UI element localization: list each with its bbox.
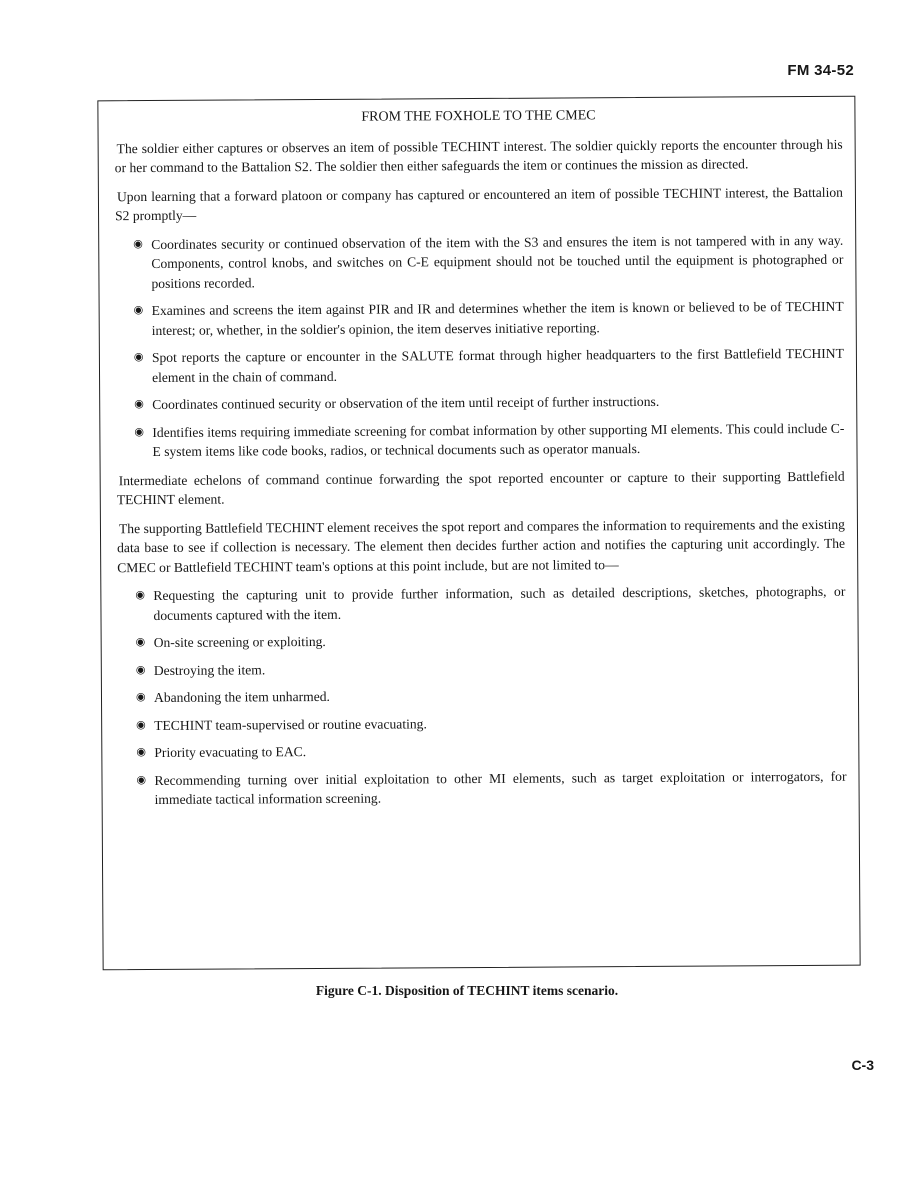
bullet-icon: ◉	[134, 425, 145, 438]
bullet-icon: ◉	[134, 398, 144, 411]
paragraph-2: Upon learning that a forward platoon or company has captured or encountered an item of possible TECHINT interest, the Battalion S2 promptly—	[115, 184, 843, 224]
list-item: ◉ On-site screening or exploiting.	[134, 629, 846, 653]
bullet-icon: ◉	[136, 718, 146, 731]
figure-box	[97, 96, 860, 971]
list-item: ◉ Coordinates continued security or observation of the item until receipt of further instructions.	[132, 391, 844, 415]
page-number: C-3	[851, 1057, 874, 1073]
paragraph-3: Intermediate echelons of command continue forwarding the spot reported encounter or capture to their supporting Battlefield TECHINT element.	[116, 468, 845, 508]
list-item: ◉ Coordinates security or continued observation of the item with the S3 and ensures the item is not tampered with in any way. Components, control knobs, and switches on C-E equipment should not be touched until the equipment is photographed or positions recorded.	[133, 232, 844, 291]
bullet-icon: ◉	[135, 691, 146, 704]
list-item: ◉ Spot reports the capture or encounter in the SALUTE format through higher headquarters to the first Battlefield TECHINT element in the chain of command.	[133, 345, 844, 385]
figure-title: FROM THE FOXHOLE TO THE CMEC	[361, 108, 596, 125]
list-item: ◉ Priority evacuating to EAC.	[134, 739, 846, 763]
figure-caption: Figure C-1. Disposition of TECHINT items scenario.	[315, 983, 619, 998]
bullet-icon: ◉	[133, 237, 143, 250]
bullet-icon: ◉	[136, 773, 147, 786]
list-item: ◉ Recommending turning over initial exploitation to other MI elements, such as target exploitation or interrogators, for immediate tactical information screening.	[136, 768, 847, 807]
bullet-list-2	[117, 582, 846, 810]
bullet-icon: ◉	[135, 589, 146, 602]
bullet-icon: ◉	[135, 663, 146, 676]
list-item: ◉ Abandoning the item unharmed.	[134, 684, 846, 708]
bullet-icon: ◉	[135, 636, 146, 649]
bullet-icon: ◉	[133, 351, 144, 364]
paragraph-1: The soldier either captures or observes an item of possible TECHINT interest. The soldier quickly reports the encounter through his or her command to the Battalion S2. The soldier then either safeguards the item or continues the mission as directed.	[114, 136, 843, 176]
bullet-icon: ◉	[136, 746, 146, 759]
bullet-list-1	[115, 230, 844, 461]
document-id: FM 34-52	[787, 62, 854, 79]
list-item: ◉ Requesting the capturing unit to provide further information, such as detailed descriptions, sketches, photographs, or documents captured with the item.	[135, 583, 846, 623]
paragraph-4: The supporting Battlefield TECHINT element receives the spot report and compares the information to requirements and the existing data base to see if collection is necessary. The element then decides further action and notifies the capturing unit accordingly. The CMEC or Battlefield TECHINT team's options at this point include, but are not limited to—	[117, 516, 846, 575]
bullet-icon: ◉	[133, 304, 144, 317]
list-item: ◉ Identifies items requiring immediate screening for combat information by other supporting MI elements. This could include C-E system items like code books, radios, or technical documents such as operator manuals.	[134, 420, 845, 459]
list-item: ◉ TECHINT team-supervised or routine evacuating.	[134, 711, 846, 735]
list-item: ◉ Destroying the item.	[134, 656, 846, 680]
list-item: ◉ Examines and screens the item against PIR and IR and determines whether the item is known or believed to be of TECHINT interest; or, whether, in the soldier's opinion, the item deserves initiative reporting.	[133, 298, 844, 338]
